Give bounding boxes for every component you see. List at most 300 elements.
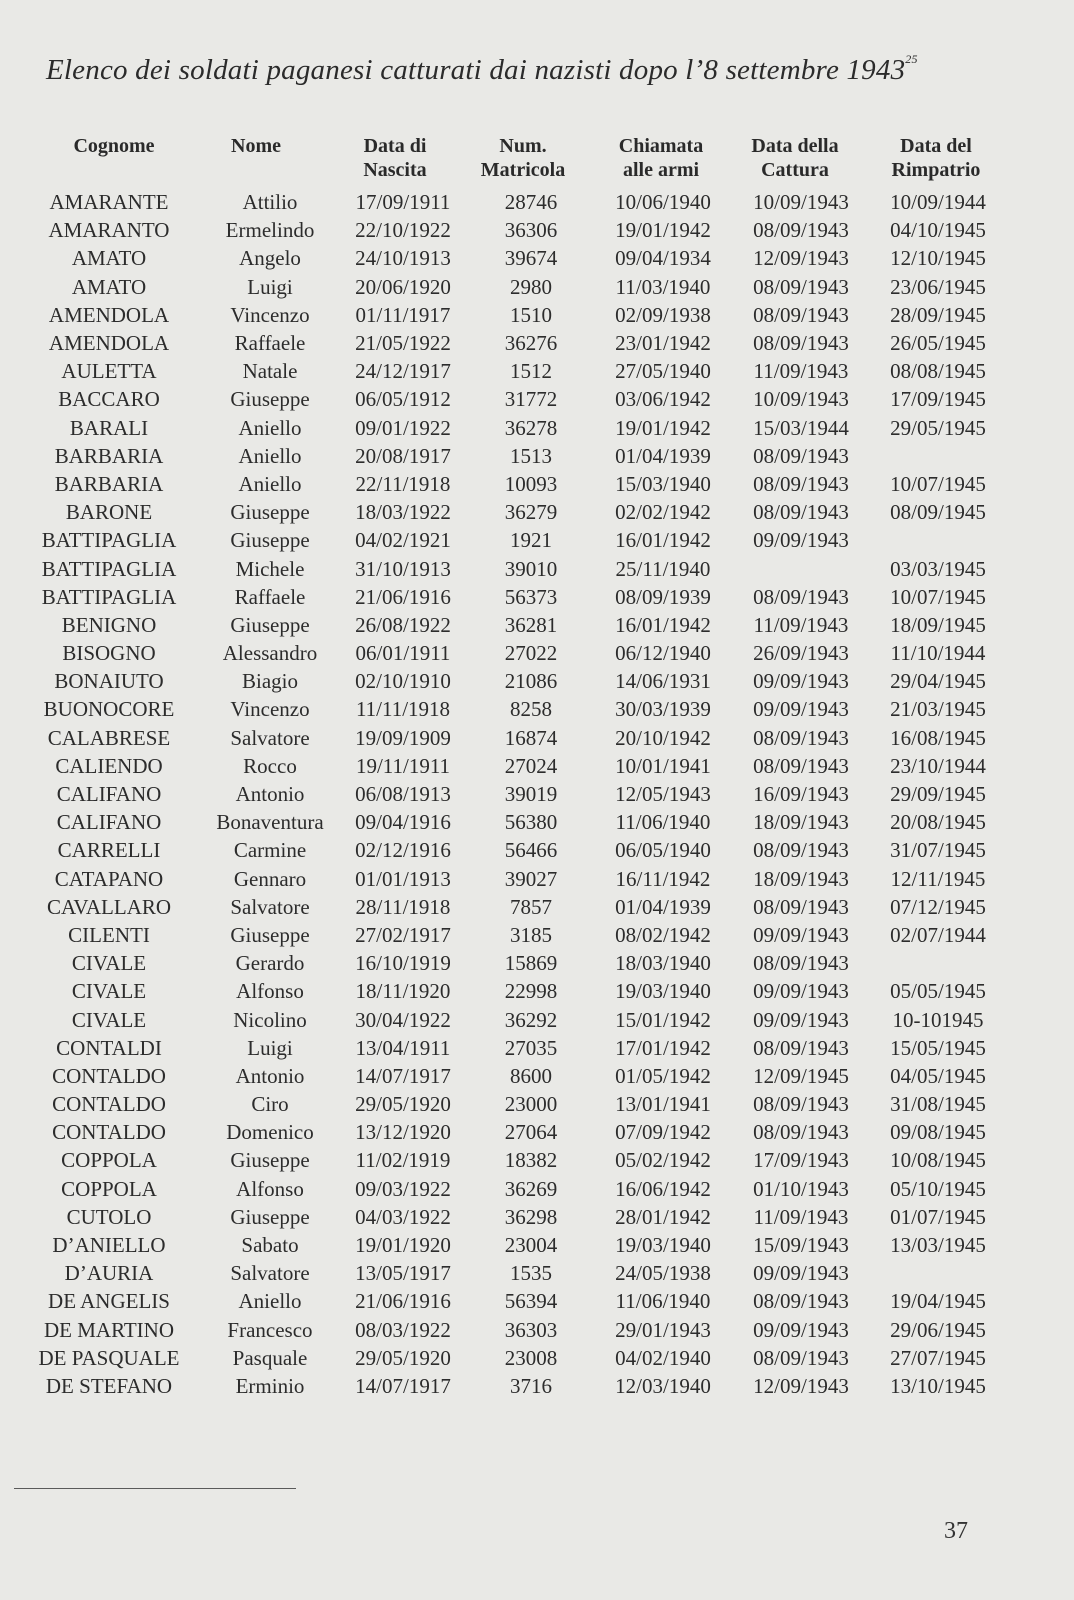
cell-cognome: CIVALE	[71, 979, 147, 1004]
cell-cognome: COPPOLA	[61, 1148, 157, 1173]
cell-nome: Antonio	[235, 1063, 305, 1088]
cell-cognome: BARBARIA	[54, 443, 164, 468]
cell-chiamata: 08/09/1939	[615, 584, 711, 609]
cell-data-nascita: 19/01/1920	[355, 1233, 451, 1258]
cell-data-nascita: 11/02/1919	[355, 1148, 451, 1173]
cell-matricola: 18382	[504, 1148, 558, 1173]
cell-matricola: 56373	[504, 584, 558, 609]
table-row	[14, 526, 1008, 554]
cell-data-nascita: 14/07/1917	[355, 1373, 451, 1398]
cell-data-rimpatrio: 09/08/1945	[890, 1120, 986, 1145]
cell-cognome: DE PASQUALE	[38, 1345, 180, 1370]
cell-cognome: COPPOLA	[61, 1176, 157, 1201]
cell-nome: Aniello	[238, 443, 302, 468]
cell-nome: Domenico	[226, 1120, 314, 1145]
cell-data-nascita: 13/05/1917	[355, 1261, 451, 1286]
cell-data-cattura: 11/09/1943	[753, 1204, 849, 1229]
cell-cognome: BARALI	[69, 415, 149, 440]
cell-data-nascita: 02/12/1916	[355, 838, 451, 863]
table-row	[14, 1175, 1008, 1203]
cell-cognome: CARRELLI	[57, 838, 161, 863]
cell-nome: Ermelindo	[225, 218, 315, 243]
cell-matricola: 1921	[510, 528, 552, 553]
cell-nome: Alfonso	[236, 1176, 304, 1201]
cell-chiamata: 15/03/1940	[615, 471, 711, 496]
cell-data-cattura: 08/09/1943	[753, 274, 849, 299]
cell-data-cattura: 08/09/1943	[753, 894, 849, 919]
table-row	[14, 1034, 1008, 1062]
cell-cognome: CIVALE	[71, 951, 147, 976]
cell-matricola: 3716	[510, 1373, 552, 1398]
cell-data-nascita: 13/04/1911	[355, 1035, 451, 1060]
cell-data-nascita: 06/08/1913	[355, 782, 451, 807]
cell-matricola: 1512	[510, 359, 552, 384]
cell-matricola: 56394	[504, 1289, 558, 1314]
cell-matricola: 31772	[504, 387, 558, 412]
cell-cognome: CALIFANO	[56, 810, 162, 835]
cell-data-nascita: 01/01/1913	[355, 866, 451, 891]
cell-data-cattura: 08/09/1943	[753, 725, 849, 750]
cell-cognome: CALIFANO	[56, 782, 162, 807]
table-row	[14, 667, 1008, 695]
table-row	[14, 724, 1008, 752]
cell-cognome: AMENDOLA	[48, 302, 170, 327]
cell-cognome: DE MARTINO	[44, 1317, 174, 1342]
table-row	[14, 611, 1008, 639]
cell-cognome: AMATO	[71, 274, 147, 299]
cell-data-cattura: 08/09/1943	[753, 584, 849, 609]
cell-matricola: 36306	[504, 218, 558, 243]
cell-nome: Ciro	[251, 1092, 289, 1117]
cell-data-rimpatrio: 27/07/1945	[890, 1345, 986, 1370]
cell-data-cattura: 08/09/1943	[753, 218, 849, 243]
cell-data-rimpatrio: 26/05/1945	[890, 331, 986, 356]
cell-nome: Pasquale	[232, 1345, 308, 1370]
cell-cognome: DE STEFANO	[45, 1373, 173, 1398]
cell-chiamata: 07/09/1942	[615, 1120, 711, 1145]
cell-chiamata: 19/03/1940	[615, 979, 711, 1004]
column-header-data-cattura: Data della Cattura	[751, 135, 839, 181]
footnote-reference: 25	[905, 52, 918, 66]
cell-chiamata: 25/11/1940	[615, 556, 711, 581]
table-row	[14, 1090, 1008, 1118]
cell-chiamata: 12/05/1943	[615, 782, 711, 807]
cell-data-rimpatrio: 12/11/1945	[890, 866, 986, 891]
cell-matricola: 22998	[504, 979, 558, 1004]
table-row	[14, 1316, 1008, 1344]
cell-nome: Giuseppe	[230, 387, 310, 412]
cell-data-cattura: 08/09/1943	[753, 1120, 849, 1145]
cell-chiamata: 01/05/1942	[615, 1063, 711, 1088]
cell-data-rimpatrio: 18/09/1945	[890, 612, 986, 637]
cell-cognome: BACCARO	[58, 387, 160, 412]
cell-cognome: BONAIUTO	[54, 669, 164, 694]
cell-data-rimpatrio	[868, 949, 1008, 977]
cell-data-nascita: 01/11/1917	[355, 302, 451, 327]
cell-data-nascita: 21/06/1916	[355, 1289, 451, 1314]
cell-data-cattura: 08/09/1943	[753, 1092, 849, 1117]
cell-data-nascita: 18/11/1920	[355, 979, 451, 1004]
cell-data-nascita: 26/08/1922	[355, 612, 451, 637]
cell-matricola: 21086	[504, 669, 558, 694]
cell-nome: Aniello	[238, 1289, 302, 1314]
table-row	[14, 1259, 1008, 1287]
table-row	[14, 780, 1008, 808]
cell-data-cattura: 09/09/1943	[753, 697, 849, 722]
cell-matricola: 1535	[510, 1261, 552, 1286]
cell-data-nascita: 28/11/1918	[355, 894, 451, 919]
cell-data-nascita: 11/11/1918	[355, 697, 451, 722]
cell-cognome: D’ANIELLO	[52, 1233, 166, 1258]
cell-data-nascita: 30/04/1922	[355, 1007, 451, 1032]
footnote-separator	[14, 1488, 296, 1489]
cell-nome: Giuseppe	[230, 1148, 310, 1173]
cell-chiamata: 16/01/1942	[615, 612, 711, 637]
cell-chiamata: 05/02/1942	[615, 1148, 711, 1173]
cell-data-cattura: 18/09/1943	[753, 810, 849, 835]
cell-matricola: 7857	[510, 894, 552, 919]
cell-data-rimpatrio: 23/06/1945	[890, 274, 986, 299]
cell-chiamata: 10/06/1940	[615, 190, 711, 215]
cell-matricola: 16874	[504, 725, 558, 750]
cell-matricola: 39674	[504, 246, 558, 271]
cell-nome: Aniello	[238, 415, 302, 440]
cell-chiamata: 10/01/1941	[615, 753, 711, 778]
cell-cognome: BUONOCORE	[43, 697, 175, 722]
cell-matricola: 10093	[504, 471, 558, 496]
cell-matricola: 23008	[504, 1345, 558, 1370]
cell-data-cattura: 08/09/1943	[753, 753, 849, 778]
cell-data-cattura: 08/09/1943	[753, 471, 849, 496]
title-text: Elenco dei soldati paganesi catturati dai nazisti dopo l’8 settembre 1943	[46, 54, 906, 86]
cell-data-cattura: 08/09/1943	[753, 1289, 849, 1314]
cell-chiamata: 04/02/1940	[615, 1345, 711, 1370]
cell-matricola: 27022	[504, 641, 558, 666]
cell-matricola: 2980	[510, 274, 552, 299]
cell-data-nascita: 24/10/1913	[355, 246, 451, 271]
cell-data-rimpatrio: 10/07/1945	[890, 584, 986, 609]
cell-chiamata: 16/11/1942	[615, 866, 711, 891]
cell-data-rimpatrio: 10/07/1945	[890, 471, 986, 496]
cell-data-nascita: 21/06/1916	[355, 584, 451, 609]
cell-data-cattura: 08/09/1943	[753, 500, 849, 525]
cell-matricola: 56380	[504, 810, 558, 835]
table-row	[14, 921, 1008, 949]
cell-nome: Salvatore	[230, 894, 310, 919]
cell-data-cattura	[734, 554, 868, 582]
cell-chiamata: 30/03/1939	[615, 697, 711, 722]
cell-data-nascita: 22/10/1922	[355, 218, 451, 243]
cell-data-nascita: 04/02/1921	[355, 528, 451, 553]
cell-data-cattura: 16/09/1943	[753, 782, 849, 807]
table-row	[14, 1203, 1008, 1231]
cell-nome: Luigi	[247, 274, 293, 299]
cell-data-rimpatrio: 13/10/1945	[890, 1373, 986, 1398]
cell-matricola: 39027	[504, 866, 558, 891]
cell-nome: Luigi	[247, 1035, 293, 1060]
cell-data-cattura: 15/09/1943	[753, 1233, 849, 1258]
cell-data-rimpatrio: 21/03/1945	[890, 697, 986, 722]
column-header-matricola: Num. Matricola	[480, 135, 566, 181]
cell-matricola: 8258	[510, 697, 552, 722]
cell-data-cattura: 10/09/1943	[753, 387, 849, 412]
cell-nome: Giuseppe	[230, 500, 310, 525]
soldiers-table	[14, 188, 1008, 1400]
cell-matricola: 8600	[510, 1063, 552, 1088]
cell-data-nascita: 09/03/1922	[355, 1176, 451, 1201]
table-row	[14, 414, 1008, 442]
cell-data-rimpatrio: 08/09/1945	[890, 500, 986, 525]
page-number: 37	[944, 1518, 968, 1544]
cell-nome: Giuseppe	[230, 612, 310, 637]
cell-chiamata: 01/04/1939	[615, 894, 711, 919]
table-row	[14, 442, 1008, 470]
cell-chiamata: 24/05/1938	[615, 1261, 711, 1286]
cell-data-nascita: 29/05/1920	[355, 1345, 451, 1370]
table-row	[14, 1231, 1008, 1259]
cell-data-rimpatrio: 15/05/1945	[890, 1035, 986, 1060]
cell-matricola: 36303	[504, 1317, 558, 1342]
cell-nome: Giuseppe	[230, 922, 310, 947]
table-row	[14, 1344, 1008, 1372]
table-row	[14, 639, 1008, 667]
cell-chiamata: 11/06/1940	[615, 1289, 711, 1314]
cell-chiamata: 12/03/1940	[615, 1373, 711, 1398]
cell-data-cattura: 12/09/1945	[753, 1063, 849, 1088]
cell-data-nascita: 13/12/1920	[355, 1120, 451, 1145]
cell-data-cattura: 08/09/1943	[753, 951, 849, 976]
cell-nome: Giuseppe	[230, 528, 310, 553]
cell-cognome: CONTALDO	[52, 1063, 166, 1088]
cell-nome: Alfonso	[236, 979, 304, 1004]
cell-cognome: AMARANTO	[48, 218, 170, 243]
cell-data-cattura: 11/09/1943	[753, 612, 849, 637]
cell-data-cattura: 11/09/1943	[753, 359, 849, 384]
page-title	[46, 54, 1046, 87]
table-row	[14, 1118, 1008, 1146]
cell-chiamata: 06/05/1940	[615, 838, 711, 863]
table-row	[14, 357, 1008, 385]
cell-matricola: 36298	[504, 1204, 558, 1229]
cell-data-cattura: 01/10/1943	[753, 1176, 849, 1201]
cell-data-rimpatrio: 05/10/1945	[890, 1176, 986, 1201]
table-row	[14, 1146, 1008, 1174]
cell-data-rimpatrio: 04/05/1945	[890, 1063, 986, 1088]
cell-data-cattura: 10/09/1943	[753, 190, 849, 215]
cell-matricola: 56466	[504, 838, 558, 863]
cell-chiamata: 11/03/1940	[615, 274, 711, 299]
cell-data-rimpatrio: 08/08/1945	[890, 359, 986, 384]
cell-data-rimpatrio: 03/03/1945	[890, 556, 986, 581]
cell-cognome: CALABRESE	[47, 725, 171, 750]
cell-nome: Bonaventura	[216, 810, 324, 835]
cell-data-nascita: 18/03/1922	[355, 500, 451, 525]
table-row	[14, 329, 1008, 357]
cell-matricola: 36281	[504, 612, 558, 637]
cell-data-nascita: 02/10/1910	[355, 669, 451, 694]
cell-nome: Natale	[242, 359, 298, 384]
cell-data-cattura: 09/09/1943	[753, 1007, 849, 1032]
cell-data-rimpatrio: 17/09/1945	[890, 387, 986, 412]
cell-chiamata: 09/04/1934	[615, 246, 711, 271]
cell-cognome: BARONE	[65, 500, 153, 525]
table-row	[14, 498, 1008, 526]
cell-data-rimpatrio: 04/10/1945	[890, 218, 986, 243]
cell-matricola: 3185	[510, 922, 552, 947]
cell-cognome: CILENTI	[68, 922, 150, 947]
cell-chiamata: 17/01/1942	[615, 1035, 711, 1060]
cell-nome: Raffaele	[234, 584, 306, 609]
cell-data-cattura: 08/09/1943	[753, 443, 849, 468]
cell-matricola: 36276	[504, 331, 558, 356]
cell-data-rimpatrio: 10/09/1944	[890, 190, 986, 215]
cell-chiamata: 19/01/1942	[615, 218, 711, 243]
cell-data-nascita: 20/08/1917	[355, 443, 451, 468]
table-body	[14, 188, 1008, 1400]
table-row	[14, 385, 1008, 413]
cell-nome: Carmine	[233, 838, 307, 863]
cell-data-cattura: 09/09/1943	[753, 528, 849, 553]
table-row	[14, 836, 1008, 864]
cell-matricola: 23000	[504, 1092, 558, 1117]
cell-cognome: CUTOLO	[66, 1204, 152, 1229]
cell-matricola: 23004	[504, 1233, 558, 1258]
cell-chiamata: 02/02/1942	[615, 500, 711, 525]
cell-data-cattura: 12/09/1943	[753, 246, 849, 271]
table-row	[14, 949, 1008, 977]
cell-chiamata: 16/01/1942	[615, 528, 711, 553]
cell-data-rimpatrio	[868, 526, 1008, 554]
cell-cognome: BATTIPAGLIA	[41, 556, 177, 581]
cell-cognome: CAVALLARO	[46, 894, 172, 919]
cell-matricola: 15869	[504, 951, 558, 976]
column-header-data-rimpatrio: Data del Rimpatrio	[891, 135, 981, 181]
cell-data-rimpatrio: 20/08/1945	[890, 810, 986, 835]
cell-data-nascita: 09/04/1916	[355, 810, 451, 835]
cell-matricola: 27024	[504, 753, 558, 778]
cell-cognome: CIVALE	[71, 1007, 147, 1032]
cell-matricola: 39010	[504, 556, 558, 581]
cell-nome: Antonio	[235, 782, 305, 807]
cell-data-nascita: 14/07/1917	[355, 1063, 451, 1088]
cell-nome: Raffaele	[234, 331, 306, 356]
cell-cognome: AMATO	[71, 246, 147, 271]
cell-nome: Francesco	[227, 1317, 313, 1342]
cell-data-cattura: 08/09/1943	[753, 302, 849, 327]
cell-nome: Angelo	[239, 246, 301, 271]
cell-data-cattura: 09/09/1943	[753, 922, 849, 947]
cell-data-rimpatrio: 13/03/1945	[890, 1233, 986, 1258]
cell-matricola: 36269	[504, 1176, 558, 1201]
cell-nome: Michele	[235, 556, 305, 581]
cell-matricola: 36278	[504, 415, 558, 440]
table-row	[14, 1287, 1008, 1315]
table-row	[14, 1005, 1008, 1033]
cell-data-rimpatrio: 16/08/1945	[890, 725, 986, 750]
cell-chiamata: 28/01/1942	[615, 1204, 711, 1229]
cell-nome: Attilio	[242, 190, 298, 215]
cell-cognome: CONTALDI	[56, 1035, 162, 1060]
cell-chiamata: 01/04/1939	[615, 443, 711, 468]
table-row	[14, 188, 1008, 216]
column-header-chiamata: Chiamata alle armi	[618, 135, 704, 181]
cell-cognome: BENIGNO	[61, 612, 157, 637]
table-row	[14, 752, 1008, 780]
table-row	[14, 583, 1008, 611]
column-header-nome: Nome	[231, 135, 281, 157]
cell-data-cattura: 17/09/1943	[753, 1148, 849, 1173]
cell-chiamata: 11/06/1940	[615, 810, 711, 835]
cell-cognome: CONTALDO	[52, 1092, 166, 1117]
cell-cognome: CALIENDO	[55, 753, 163, 778]
cell-data-rimpatrio: 07/12/1945	[890, 894, 986, 919]
cell-data-nascita: 06/05/1912	[355, 387, 451, 412]
cell-chiamata: 08/02/1942	[615, 922, 711, 947]
cell-data-rimpatrio: 29/06/1945	[890, 1317, 986, 1342]
cell-data-cattura: 15/03/1944	[753, 415, 849, 440]
cell-cognome: BARBARIA	[54, 471, 164, 496]
cell-data-rimpatrio: 28/09/1945	[890, 302, 986, 327]
table-row	[14, 893, 1008, 921]
cell-nome: Alessandro	[222, 641, 318, 666]
cell-cognome: BATTIPAGLIA	[41, 584, 177, 609]
table-row	[14, 977, 1008, 1005]
cell-data-rimpatrio: 10-101945	[892, 1007, 984, 1032]
cell-data-cattura: 09/09/1943	[753, 1261, 849, 1286]
cell-cognome: AMARANTE	[49, 190, 169, 215]
cell-nome: Salvatore	[230, 1261, 310, 1286]
cell-data-cattura: 12/09/1943	[753, 1373, 849, 1398]
cell-data-cattura: 08/09/1943	[753, 1345, 849, 1370]
cell-data-rimpatrio: 05/05/1945	[890, 979, 986, 1004]
table-row	[14, 554, 1008, 582]
cell-data-cattura: 09/09/1943	[753, 1317, 849, 1342]
cell-data-rimpatrio: 31/08/1945	[890, 1092, 986, 1117]
cell-data-rimpatrio: 12/10/1945	[890, 246, 986, 271]
cell-chiamata: 13/01/1941	[615, 1092, 711, 1117]
cell-matricola: 1513	[510, 443, 552, 468]
cell-chiamata: 18/03/1940	[615, 951, 711, 976]
cell-data-nascita: 04/03/1922	[355, 1204, 451, 1229]
cell-matricola: 28746	[504, 190, 558, 215]
cell-data-rimpatrio: 29/05/1945	[890, 415, 986, 440]
cell-data-nascita: 27/02/1917	[355, 922, 451, 947]
column-header-data-nascita: Data di Nascita	[363, 135, 427, 181]
table-row	[14, 470, 1008, 498]
cell-data-nascita: 21/05/1922	[355, 331, 451, 356]
cell-data-cattura: 08/09/1943	[753, 838, 849, 863]
cell-chiamata: 03/06/1942	[615, 387, 711, 412]
cell-data-cattura: 09/09/1943	[753, 979, 849, 1004]
cell-chiamata: 14/06/1931	[615, 669, 711, 694]
table-row	[14, 1372, 1008, 1400]
cell-nome: Erminio	[235, 1373, 305, 1398]
cell-cognome: BISOGNO	[62, 641, 156, 666]
cell-data-nascita: 24/12/1917	[355, 359, 451, 384]
cell-nome: Nicolino	[233, 1007, 307, 1032]
cell-cognome: AULETTA	[61, 359, 157, 384]
cell-chiamata: 29/01/1943	[615, 1317, 711, 1342]
cell-data-rimpatrio: 23/10/1944	[890, 753, 986, 778]
cell-nome: Gerardo	[235, 951, 305, 976]
cell-data-cattura: 08/09/1943	[753, 331, 849, 356]
cell-data-nascita: 06/01/1911	[355, 641, 451, 666]
table-row	[14, 1062, 1008, 1090]
cell-chiamata: 06/12/1940	[615, 641, 711, 666]
cell-data-nascita: 22/11/1918	[355, 471, 451, 496]
cell-data-rimpatrio: 29/09/1945	[890, 782, 986, 807]
cell-data-nascita: 29/05/1920	[355, 1092, 451, 1117]
